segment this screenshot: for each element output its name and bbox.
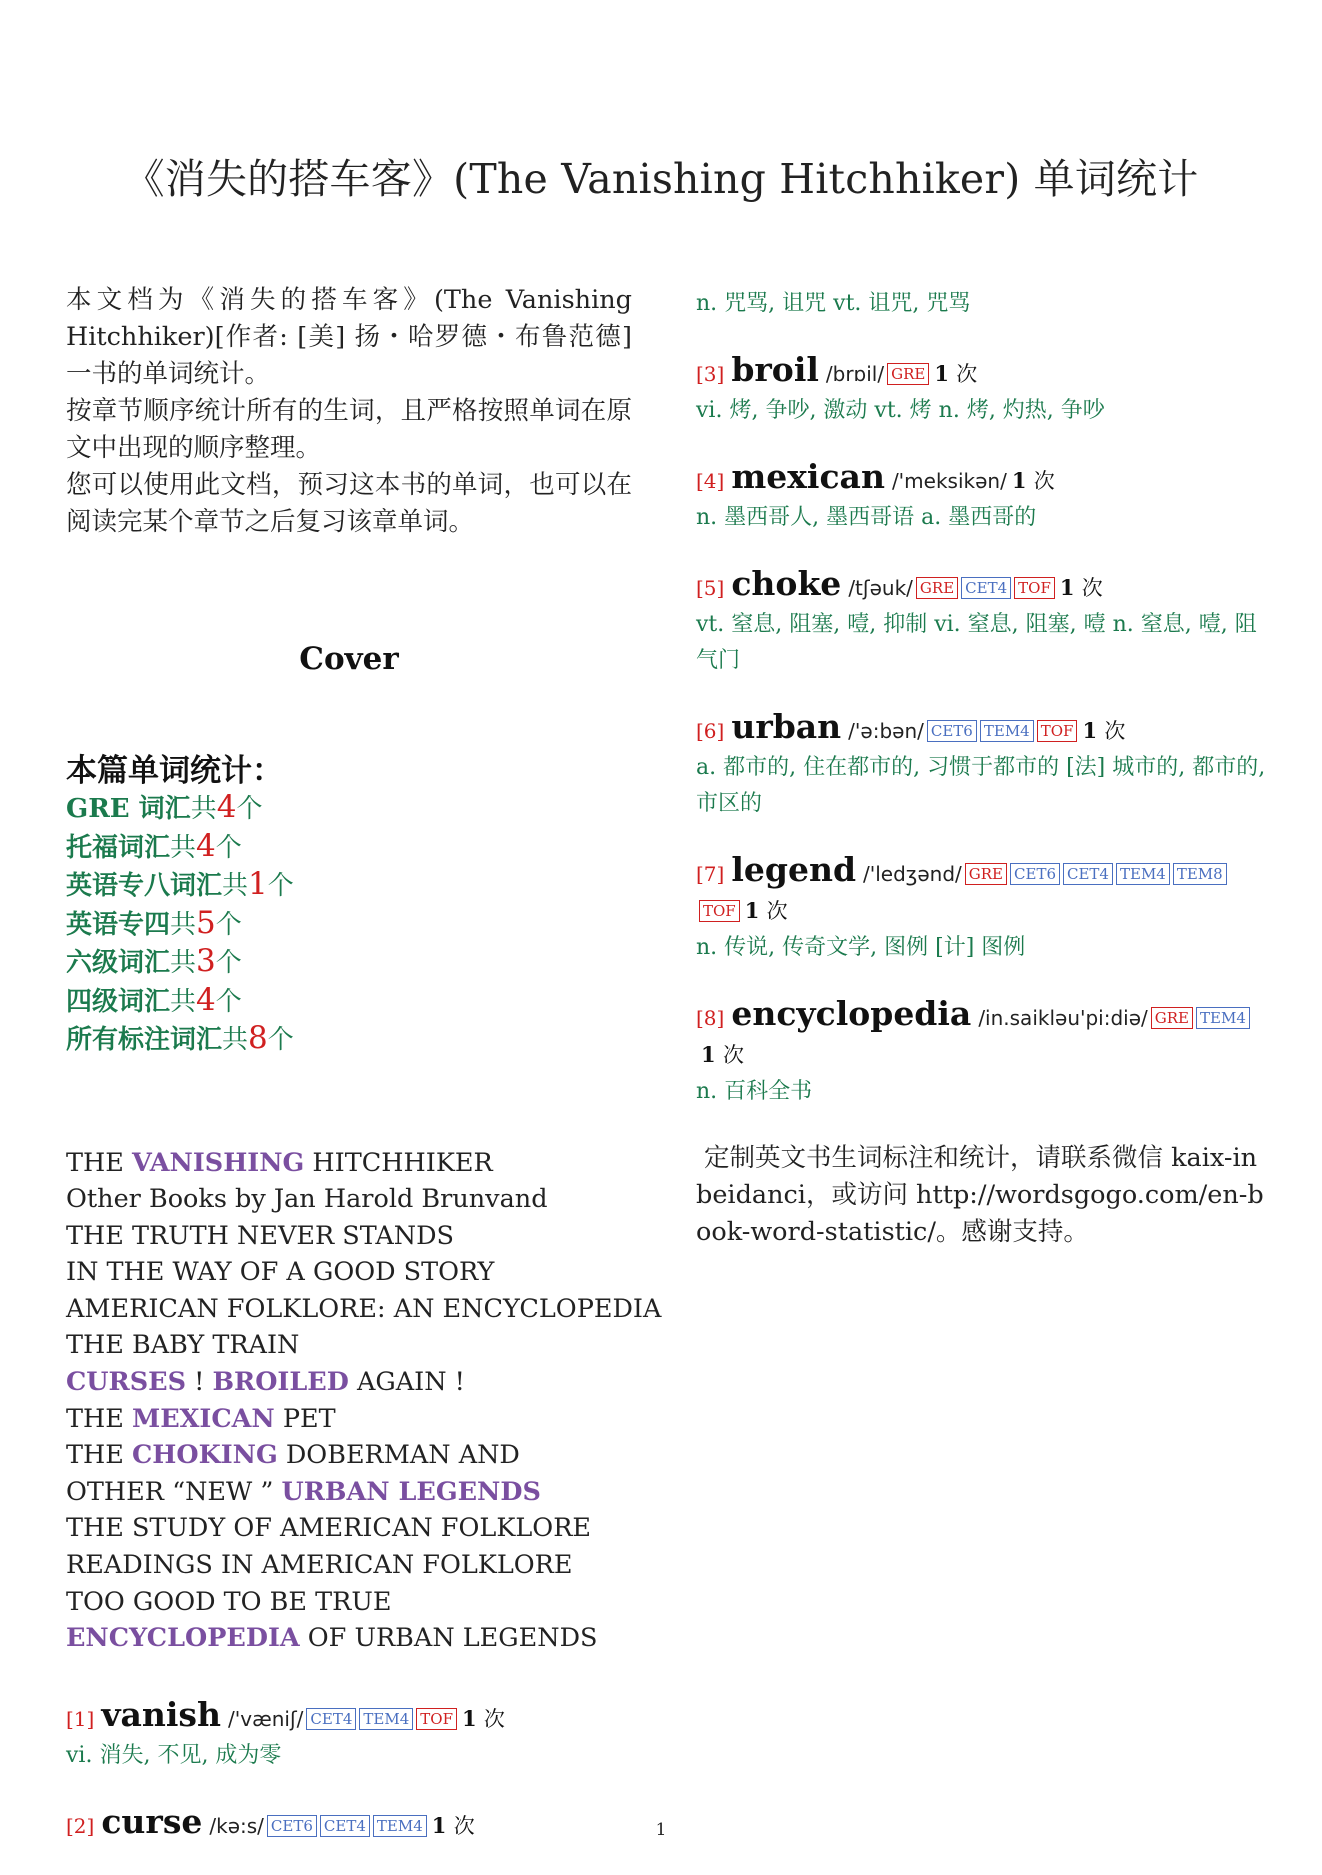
highlighted-word: BROILED — [212, 1367, 349, 1398]
vocab-tag-badge: CET6 — [927, 720, 977, 742]
vocab-tag-badge: TEM4 — [359, 1708, 413, 1730]
stat-count: 1 — [248, 866, 268, 902]
vocab-tag-badge: GRE — [965, 863, 1007, 885]
word-entry — [696, 566, 1268, 679]
entry-head — [696, 566, 1268, 607]
vocab-tag-badge: CET6 — [1010, 863, 1060, 885]
book-text-segment: TOO GOOD TO BE TRUE — [66, 1586, 392, 1617]
page-title: 《消失的搭车客》(The Vanishing Hitchhiker) 单词统计 — [123, 155, 1199, 203]
stat-count: 4 — [196, 827, 216, 864]
stat-gong: 共 — [222, 871, 249, 901]
entry-head — [696, 352, 1268, 393]
entry-count — [1060, 575, 1103, 600]
vocab-tag-badge: TOF — [416, 1708, 457, 1730]
stats-list — [66, 789, 632, 1059]
stat-label: GRE 词汇 — [66, 794, 191, 824]
entry-index: [4] — [696, 469, 725, 493]
left-column — [66, 282, 662, 1875]
vocab-tag-badge: GRE — [887, 363, 929, 385]
entry-index: [1] — [66, 1706, 95, 1731]
entry-definition: n. 咒骂, 诅咒 vt. 诅咒, 咒骂 — [696, 291, 971, 316]
book-line — [66, 1181, 632, 1218]
entry-count-unit: 次 — [453, 1813, 475, 1838]
highlighted-word: MEXICAN — [131, 1403, 275, 1434]
stat-label: 英语专四 — [66, 909, 171, 940]
entry-phonetic: /tʃəuk/ — [848, 576, 913, 600]
book-line — [66, 1620, 632, 1657]
highlighted-word: ENCYCLOPEDIA — [66, 1623, 300, 1654]
entry-count-unit: 次 — [1081, 576, 1103, 600]
entry-phonetic: /kə:s/ — [209, 1813, 264, 1838]
book-text-segment: OF URBAN LEGENDS — [299, 1623, 598, 1654]
section-heading: Cover — [299, 641, 399, 677]
book-text-segment: ! — [186, 1367, 213, 1398]
book-text-segment: THE STUDY OF AMERICAN FOLKLORE — [66, 1513, 592, 1544]
book-line — [66, 1474, 632, 1511]
stat-count: 5 — [196, 904, 216, 941]
highlighted-word: VANISHING — [131, 1147, 305, 1178]
entry-head — [696, 852, 1268, 930]
vocab-tag-badge: TEM4 — [980, 720, 1034, 742]
book-line — [66, 1437, 632, 1474]
vocab-tag-badge: CET4 — [306, 1708, 356, 1730]
entry-definition: vt. 窒息, 阻塞, 噎, 抑制 vi. 窒息, 阻塞, 噎 n. 窒息, 噎, 阻气门 — [696, 612, 1257, 673]
highlighted-word: CHOKING — [131, 1440, 278, 1471]
highlighted-word: CURSES — [66, 1367, 186, 1398]
entry-word: mexican — [731, 457, 885, 496]
stat-row — [66, 828, 632, 867]
entry-count — [1082, 718, 1125, 743]
stat-gong: 共 — [170, 986, 197, 1017]
entry-definition: n. 墨西哥人, 墨西哥语 a. 墨西哥的 — [696, 505, 1037, 530]
book-text-segment: THE — [66, 1440, 132, 1471]
book-line — [66, 1364, 632, 1401]
stat-gong: 共 — [170, 948, 197, 978]
book-line — [66, 1254, 632, 1291]
book-text-segment: AMERICAN FOLKLORE: AN ENCYCLOPEDIA — [66, 1293, 662, 1324]
word-entry — [66, 1694, 632, 1774]
stat-count: 4 — [196, 981, 216, 1018]
right-column — [696, 286, 1268, 1251]
book-text-segment: IN THE WAY OF A GOOD STORY — [66, 1257, 495, 1288]
stat-label: 英语专八词汇 — [66, 871, 223, 901]
vocab-tag-badge: GRE — [916, 577, 958, 599]
page-number: 1 — [655, 1820, 667, 1840]
stat-count: 3 — [196, 943, 216, 979]
vocab-tag-badge: CET6 — [267, 1815, 317, 1837]
stat-unit: 个 — [215, 948, 242, 978]
intro-paragraph: 您可以使用此文档，预习这本书的单词，也可以在阅读完某个章节之后复习该章单词。 — [66, 470, 632, 537]
book-line — [66, 1510, 632, 1547]
book-text-segment: READINGS IN AMERICAN FOLKLORE — [66, 1550, 573, 1581]
vocab-tag-badge: TEM4 — [1116, 863, 1170, 885]
word-entry — [696, 709, 1268, 822]
book-line — [66, 1327, 632, 1364]
book-text-segment: THE — [66, 1147, 132, 1178]
book-text-segment: THE TRUTH NEVER STANDS — [66, 1220, 455, 1251]
stat-unit: 个 — [215, 986, 242, 1017]
entry-definition: a. 都市的, 住在都市的, 习惯于都市的 [法] 城市的, 都市的, 市区的 — [696, 755, 1266, 816]
stat-gong: 共 — [222, 1025, 249, 1055]
highlighted-word: URBAN LEGENDS — [281, 1476, 541, 1507]
entry-phonetic: /'ə:bən/ — [848, 719, 924, 743]
entry-word: choke — [731, 564, 842, 603]
book-text-segment: HITCHHIKER — [304, 1147, 493, 1178]
word-entry — [696, 852, 1268, 966]
word-entry — [696, 352, 1268, 429]
book-text-segment: AGAIN ! — [348, 1367, 465, 1398]
entry-word: vanish — [101, 1694, 222, 1734]
vocab-tag-badge: TEM4 — [373, 1815, 427, 1837]
contact-note: 定制英文书生词标注和统计，请联系微信 kaix-inbeidanci，或访问 http://wordsgogo.com/en-book-word-statistic/。感谢支持。 — [696, 1143, 1264, 1247]
book-line — [66, 1401, 632, 1438]
entry-head — [696, 709, 1268, 750]
entry-phonetic: /in.saikləu'pi:diə/ — [978, 1006, 1148, 1030]
book-text-segment: THE — [66, 1403, 132, 1434]
stat-unit: 个 — [215, 832, 242, 863]
stat-count: 4 — [216, 789, 237, 825]
entry-definition: n. 百科全书 — [696, 1079, 813, 1104]
intro-text — [66, 282, 632, 541]
entry-count-unit: 次 — [722, 1043, 744, 1067]
stat-row — [66, 943, 632, 982]
book-text-segment: Other Books by Jan Harold Brunvand — [66, 1184, 548, 1215]
entry-phonetic: /'væniʃ/ — [228, 1706, 304, 1731]
entry-count — [934, 361, 977, 386]
vocab-tag-badge: CET4 — [1063, 863, 1113, 885]
entry-phonetic: /'ledʒənd/ — [863, 862, 962, 886]
entry-head — [696, 459, 1268, 500]
book-text-segment: THE BABY TRAIN — [66, 1330, 300, 1361]
entry-definition: vi. 烤, 争吵, 激动 vt. 烤 n. 烤, 灼热, 争吵 — [696, 398, 1105, 423]
entry-index: [3] — [696, 362, 725, 386]
stat-gong: 共 — [190, 794, 217, 824]
entry-count-unit: 次 — [956, 362, 978, 386]
entry-count-number: 1 — [1011, 468, 1027, 493]
vocab-tag-badge: TOF — [699, 900, 740, 922]
entry-index: [7] — [696, 862, 725, 886]
entry-count-number: 1 — [431, 1812, 447, 1838]
book-line — [66, 1145, 632, 1182]
stat-unit: 个 — [267, 871, 294, 901]
entry-word: curse — [101, 1801, 203, 1841]
entry-definition: n. 传说, 传奇文学, 图例 [计] 图例 — [696, 935, 1026, 960]
stat-count: 8 — [248, 1020, 268, 1056]
stat-unit: 个 — [267, 1025, 294, 1055]
entry-word: urban — [731, 707, 842, 746]
stat-row — [66, 1020, 632, 1059]
book-line — [66, 1584, 632, 1621]
entry-word: encyclopedia — [731, 994, 972, 1033]
stat-row — [66, 866, 632, 905]
word-entries-right — [696, 286, 1268, 1110]
entry-count — [745, 898, 788, 923]
entry-head — [66, 1694, 632, 1738]
book-line — [66, 1291, 662, 1328]
book-text-segment: DOBERMAN AND — [277, 1440, 520, 1471]
stat-row — [66, 982, 632, 1021]
book-text — [66, 1145, 662, 1657]
word-entry — [696, 459, 1268, 536]
stat-row — [66, 905, 632, 944]
entry-count — [701, 1042, 744, 1067]
entry-index: [5] — [696, 576, 725, 600]
vocab-tag-badge: CET4 — [320, 1815, 370, 1837]
entry-count-number: 1 — [461, 1705, 477, 1731]
vocab-tag-badge: TEM8 — [1173, 863, 1227, 885]
book-line — [66, 1218, 632, 1255]
entry-phonetic: /'meksikən/ — [891, 469, 1007, 493]
entry-count-unit: 次 — [1033, 469, 1055, 493]
entry-count-unit: 次 — [483, 1706, 505, 1731]
entry-count — [1012, 468, 1055, 493]
entry-head — [696, 996, 1268, 1074]
entry-count-number: 1 — [934, 361, 949, 386]
vocab-tag-badge: TEM4 — [1196, 1007, 1250, 1029]
stat-label: 托福词汇 — [66, 832, 171, 863]
stat-gong: 共 — [170, 832, 197, 863]
entry-index: [6] — [696, 719, 725, 743]
vocab-tag-badge: GRE — [1151, 1007, 1193, 1029]
stat-label: 所有标注词汇 — [66, 1025, 223, 1055]
stat-gong: 共 — [170, 909, 197, 940]
book-text-segment: OTHER “NEW ” — [66, 1476, 282, 1507]
stat-unit: 个 — [215, 909, 242, 940]
word-entry — [696, 996, 1268, 1110]
entry-index: [2] — [66, 1813, 95, 1838]
entry-phonetic: /brɒil/ — [825, 362, 885, 386]
intro-paragraph: 本文档为《消失的搭车客》(The Vanishing Hitchhiker)[作者: [美] 扬・哈罗德・布鲁范德]一书的单词统计。 — [66, 285, 632, 389]
book-line — [66, 1547, 632, 1584]
entry-word: legend — [731, 850, 857, 889]
book-text-segment: PET — [274, 1403, 336, 1434]
vocab-tag-badge: TOF — [1014, 577, 1055, 599]
stat-label: 四级词汇 — [66, 986, 171, 1017]
entry-definition: vi. 消失, 不见, 成为零 — [66, 1742, 282, 1768]
entry-count-number: 1 — [1059, 575, 1075, 600]
entry-count-unit: 次 — [1104, 719, 1126, 743]
entry-count — [462, 1706, 505, 1731]
entry-count-number: 1 — [744, 898, 760, 923]
entry-count-unit: 次 — [766, 899, 788, 923]
entry-index: [8] — [696, 1006, 725, 1030]
vocab-tag-badge: TOF — [1037, 720, 1078, 742]
entry-word: broil — [731, 350, 819, 389]
stats-title: 本篇单词统计： — [66, 753, 283, 789]
stat-unit: 个 — [236, 794, 263, 824]
intro-paragraph: 按章节顺序统计所有的生词，且严格按照单词在原文中出现的顺序整理。 — [66, 396, 632, 463]
entry-count-number: 1 — [1082, 718, 1098, 743]
entry-count-number: 1 — [701, 1042, 716, 1067]
stat-row — [66, 789, 632, 828]
vocab-tag-badge: CET4 — [961, 577, 1011, 599]
stat-label: 六级词汇 — [66, 948, 171, 978]
